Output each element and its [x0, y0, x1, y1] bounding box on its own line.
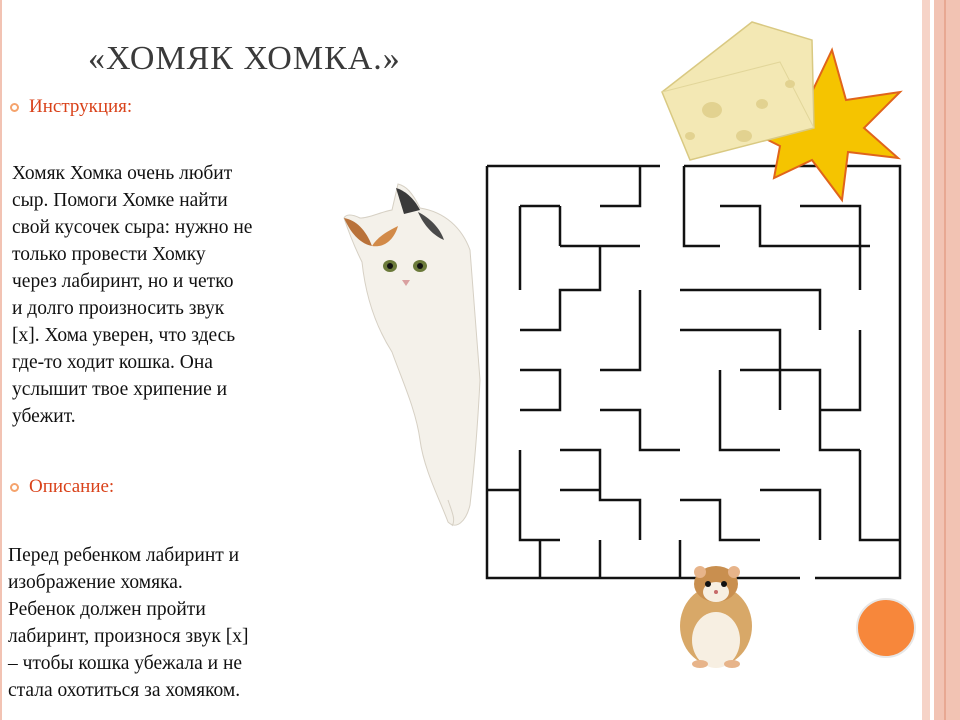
hamster-illustration — [680, 566, 752, 668]
slide-title: «ХОМЯК ХОМКА.» — [88, 40, 401, 77]
description-heading: Описание: — [29, 476, 115, 497]
instruction-heading: Инструкция: — [29, 96, 133, 117]
instruction-text: Хомяк Хомка очень любит сыр. Помоги Хомке найти свой кусочек сыра: нужно не только провести Хомку через лабиринт, но и четко и долго произносить звук [х]. Хома уверен, что здесь где-то ходит кошка. Она услышит твое хрипение и убежит. — [12, 163, 253, 427]
maze-illustration — [487, 166, 900, 578]
description-text: Перед ребенком лабиринт и изображение хомяка. Ребенок должен пройти лабиринт, произнося звук [х] – чтобы кошка убежала и не стала охотиться за хомяком. — [8, 545, 249, 701]
cat-illustration — [344, 184, 480, 526]
orange-circle-decoration — [857, 599, 915, 657]
